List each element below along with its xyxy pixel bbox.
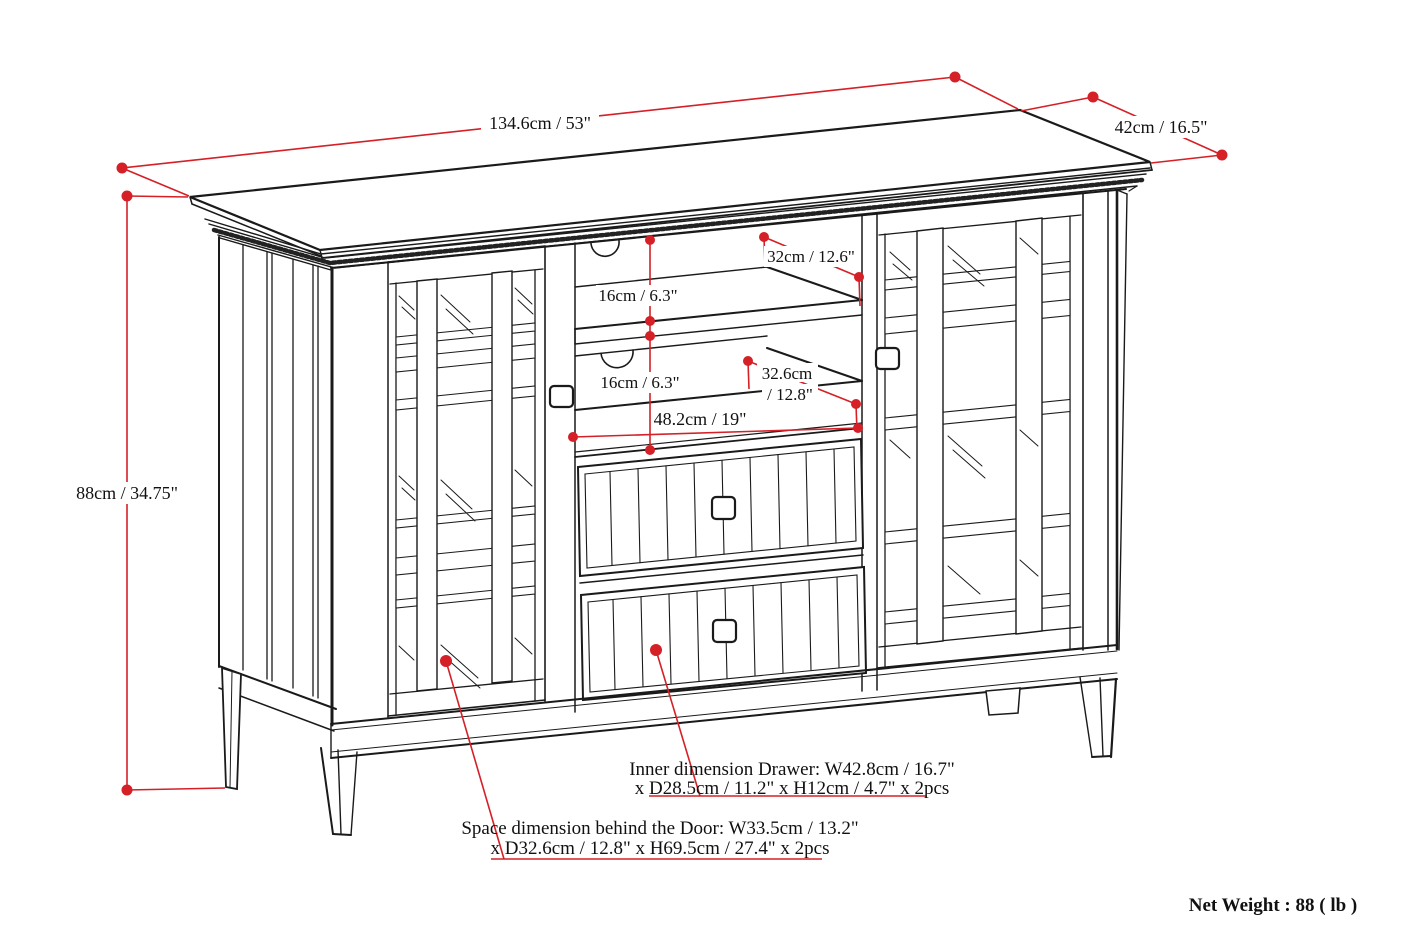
dim-dot bbox=[1088, 92, 1099, 103]
drawer-bottom bbox=[580, 555, 866, 700]
dim-dot bbox=[853, 423, 863, 433]
left-glass-door bbox=[388, 246, 573, 716]
dim-dot bbox=[645, 445, 655, 455]
note-drawer-line2: x D28.5cm / 11.2" x H12cm / 4.7" x 2pcs bbox=[634, 778, 950, 799]
dim-dot bbox=[1217, 150, 1228, 161]
dim-dot bbox=[645, 316, 655, 326]
note-door-line2: x D32.6cm / 12.8" x H69.5cm / 27.4" x 2pcs bbox=[490, 838, 830, 859]
dim-dot bbox=[568, 432, 578, 442]
label-shelf-depth-bottom-1: 32.6cm bbox=[761, 364, 813, 383]
label-shelf-depth-bottom-2: / 12.8" bbox=[767, 385, 813, 404]
label-gap-upper: 16cm / 6.3" bbox=[598, 286, 678, 305]
front-right-leg bbox=[1080, 677, 1116, 757]
annotation-notes bbox=[461, 759, 1357, 916]
dim-dot bbox=[122, 191, 133, 202]
left-side-panel bbox=[219, 237, 336, 731]
dim-dot bbox=[854, 272, 864, 282]
dim-dot bbox=[743, 356, 753, 366]
drawer-top bbox=[578, 439, 863, 576]
right-glass-door bbox=[876, 193, 1083, 668]
label-width: 134.6cm / 53" bbox=[489, 113, 591, 133]
dim-dot bbox=[645, 331, 655, 341]
cabinet-top bbox=[190, 110, 1152, 258]
right-door-knob bbox=[876, 348, 899, 369]
note-drawer-line1: Inner dimension Drawer: W42.8cm / 16.7" bbox=[629, 759, 955, 780]
left-door-knob bbox=[550, 386, 573, 407]
net-weight-label: Net Weight : 88 ( lb ) bbox=[1188, 895, 1358, 916]
drawer-top-knob bbox=[712, 497, 735, 519]
cabinet-drawing bbox=[190, 110, 1152, 835]
dim-dot bbox=[950, 72, 961, 83]
drawer-bottom-knob bbox=[713, 620, 736, 642]
dim-dot bbox=[117, 163, 128, 174]
cable-hole-top bbox=[591, 241, 619, 256]
note-door-line1: Space dimension behind the Door: W33.5cm / 13.2" bbox=[461, 818, 859, 839]
back-right-leg bbox=[986, 688, 1020, 715]
dim-dot bbox=[645, 235, 655, 245]
dim-dot bbox=[759, 232, 769, 242]
label-depth: 42cm / 16.5" bbox=[1114, 117, 1208, 137]
front-left-leg bbox=[321, 748, 357, 835]
label-opening-width: 48.2cm / 19" bbox=[653, 409, 747, 429]
dim-dot bbox=[851, 399, 861, 409]
label-shelf-depth-top: 32cm / 12.6" bbox=[767, 247, 855, 266]
dim-dot bbox=[122, 785, 133, 796]
label-gap-lower: 16cm / 6.3" bbox=[600, 373, 680, 392]
label-height: 88cm / 34.75" bbox=[76, 483, 178, 503]
